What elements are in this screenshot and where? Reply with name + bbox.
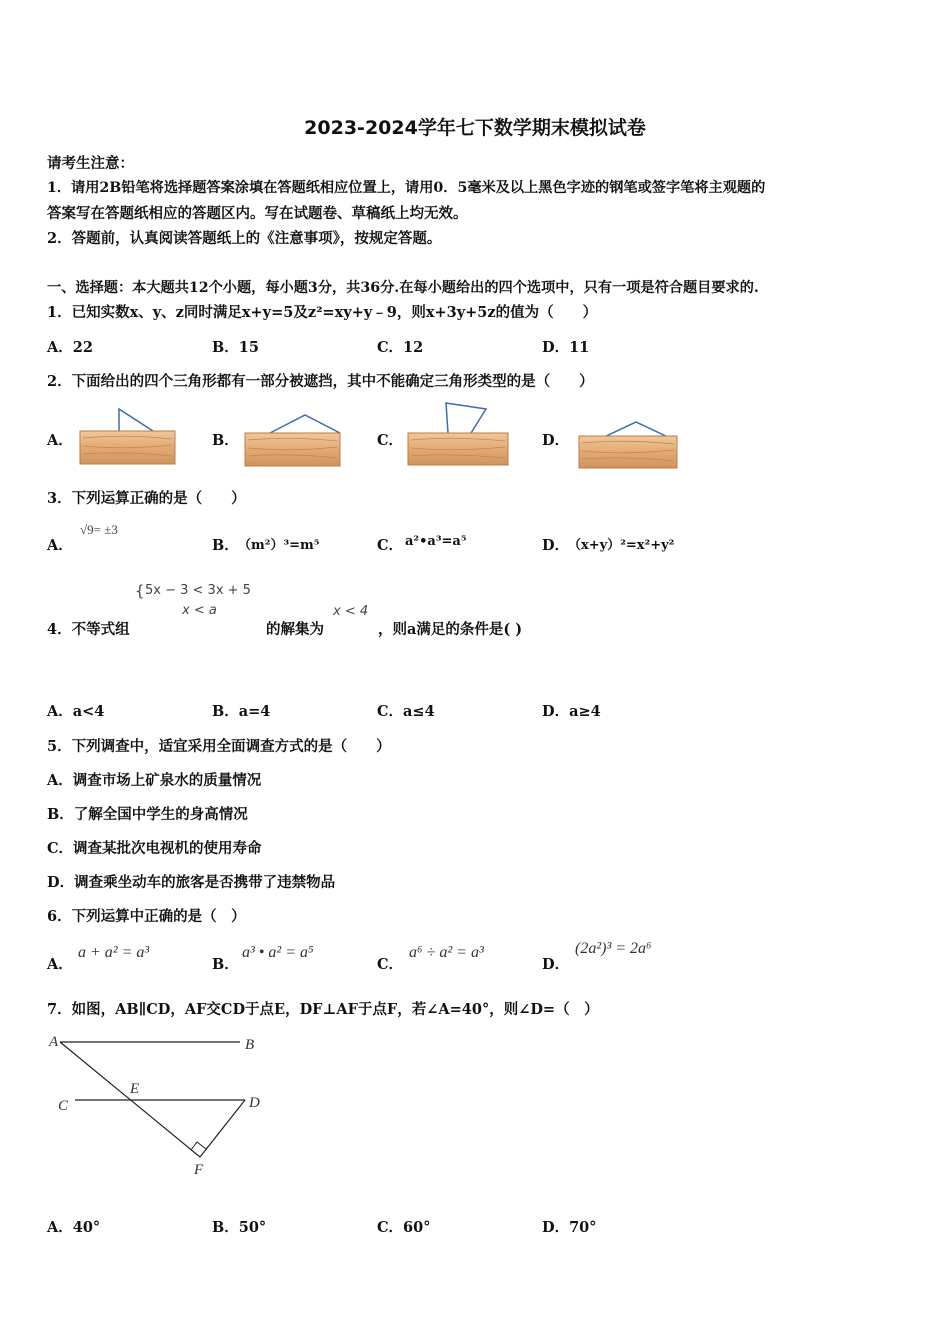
q5-option-c: C．调查某批次电视机的使用寿命: [47, 840, 262, 857]
q3-label-d: D．: [542, 537, 570, 554]
q6-expr-a: a + a² = a³: [78, 944, 150, 961]
q4-system-line-1: 5x − 3 < 3x + 5: [145, 583, 251, 598]
q2-figure-d: [574, 410, 682, 470]
q7-option-b: B．50°: [212, 1219, 267, 1236]
q1-option-c: C．12: [377, 339, 424, 356]
q2-figure-c: [403, 400, 513, 468]
q6-expr-b: a³ • a² = a⁵: [242, 944, 314, 961]
q2-figure-b: [240, 405, 345, 467]
q4-option-d: D．a≥4: [542, 703, 601, 720]
q3-expr-b: （m²）³=m⁵: [238, 538, 320, 553]
q7-stem: 7．如图，AB∥CD，AF交CD于点E，DF⊥AF于点F，若∠A=40°，则∠D=（ ）: [47, 1001, 599, 1018]
q4-solution: x < 4: [333, 604, 369, 619]
q7-option-a: A．40°: [47, 1219, 101, 1236]
label-B: B: [245, 1037, 255, 1053]
q3-label-c: C．: [377, 537, 404, 554]
q4-stem-suffix: ，则a满足的条件是( ): [378, 621, 523, 638]
page-title: 2023-2024学年七下数学期末模拟试卷: [304, 117, 646, 139]
label-D: D: [249, 1095, 260, 1111]
label-C: C: [58, 1098, 69, 1114]
q4-option-b: B．a=4: [212, 703, 271, 720]
q6-stem: 6．下列运算中正确的是（ ）: [47, 908, 246, 925]
label-E: E: [130, 1081, 140, 1097]
q6-expr-c: a⁶ ÷ a² = a³: [409, 944, 484, 961]
q2-label-b: B．: [212, 432, 239, 449]
q3-expr-d: （x+y）²=x²+y²: [568, 538, 675, 553]
notice-line-1: 1．请用2B铅笔将选择题答案涂填在答题纸相应位置上，请用0．5毫米及以上黑色字迹的钢笔或签字笔将主观题的: [47, 180, 766, 196]
q3-expr-a: √9= ±3: [80, 522, 118, 537]
q4-option-a: A．a<4: [47, 703, 105, 720]
q6-label-c: C．: [377, 956, 404, 973]
q6-expr-d: (2a²)³ = 2a⁶: [575, 940, 652, 957]
q6-label-a: A．: [47, 956, 73, 973]
q7-geometry-figure: [45, 1030, 275, 1184]
q3-expr-c: a²•a³=a⁵: [405, 534, 467, 549]
q2-stem: 2．下面给出的四个三角形都有一部分被遮挡，其中不能确定三角形类型的是（ ）: [47, 373, 594, 390]
q4-stem-prefix: 4．不等式组: [47, 621, 130, 638]
q1-option-b: B．15: [212, 339, 259, 356]
q6-label-d: D．: [542, 956, 570, 973]
q4-stem-mid: 的解集为: [266, 621, 324, 638]
section-heading: 一、选择题：本大题共12个小题，每小题3分，共36分.在每小题给出的四个选项中，只有一项是符合题目要求的.: [47, 280, 759, 296]
q6-label-b: B．: [212, 956, 239, 973]
q4-system-line-2: x < a: [182, 603, 217, 618]
q1-option-a: A．22: [47, 339, 93, 356]
notice-heading: 请考生注意：: [47, 155, 134, 172]
q5-option-a: A．调查市场上矿泉水的质量情况: [47, 772, 262, 789]
q2-figure-a: [75, 405, 180, 467]
q3-stem: 3．下列运算正确的是（ ）: [47, 490, 246, 507]
q1-option-d: D．11: [542, 339, 590, 356]
q3-label-a: A．: [47, 537, 73, 554]
q4-brace: {: [135, 582, 145, 600]
notice-line-3: 2．答题前，认真阅读答题纸上的《注意事项》，按规定答题。: [47, 230, 442, 247]
q3-label-b: B．: [212, 537, 239, 554]
q5-option-d: D．调查乘坐动车的旅客是否携带了违禁物品: [47, 874, 336, 891]
q2-label-c: C．: [377, 432, 404, 449]
q1-stem: 1．已知实数x、y、z同时满足x+y=5及z²=xy+y﹣9，则x+3y+5z的值为（ ）: [47, 304, 598, 321]
q7-option-c: C．60°: [377, 1219, 431, 1236]
q7-option-d: D．70°: [542, 1219, 597, 1236]
q5-stem: 5．下列调查中，适宜采用全面调查方式的是（ ）: [47, 738, 391, 755]
q4-option-c: C．a≤4: [377, 703, 435, 720]
notice-line-2: 答案写在答题纸相应的答题区内。写在试题卷、草稿纸上均无效。: [47, 205, 468, 222]
label-F: F: [194, 1162, 204, 1178]
q2-label-a: A．: [47, 432, 73, 449]
q5-option-b: B．了解全国中学生的身高情况: [47, 806, 248, 823]
q2-label-d: D．: [542, 432, 570, 449]
label-A: A: [49, 1034, 59, 1050]
